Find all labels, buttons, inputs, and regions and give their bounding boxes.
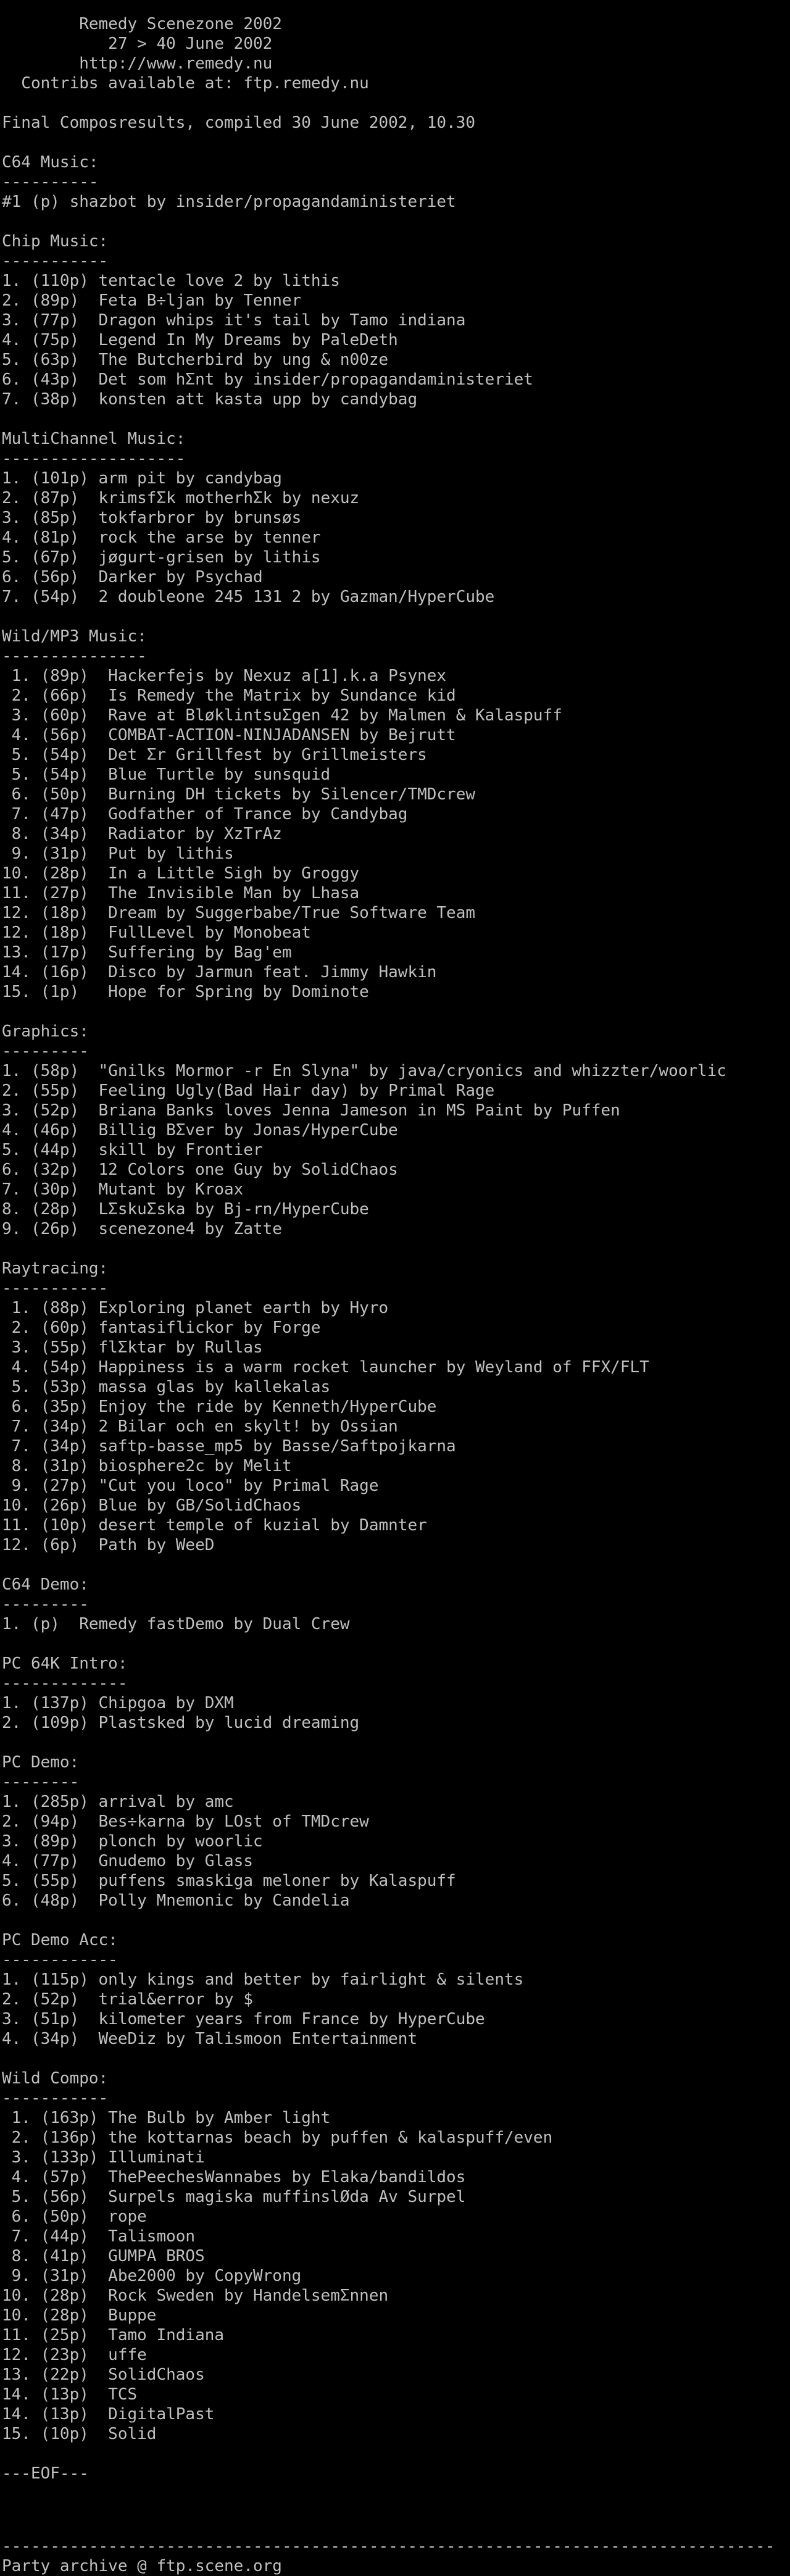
result-entry: 7. (44p) Talismoon (2, 2227, 196, 2246)
result-entry: 3. (55p) flΣktar by Rullas (2, 1338, 263, 1357)
section-heading: PC 64K Intro: (2, 1654, 128, 1673)
result-entry: 13. (17p) Suffering by Bag'em (2, 943, 292, 962)
result-entry: 1. (163p) The Bulb by Amber light (2, 2109, 331, 2127)
result-entry: 6. (50p) rope (2, 2207, 147, 2226)
result-entry: 4. (57p) ThePeechesWannabes by Elaka/bandildos (2, 2168, 466, 2186)
result-entry: 6. (35p) Enjoy the ride by Kenneth/HyperCube (2, 1398, 437, 1416)
blank-line (2, 409, 726, 429)
result-entry: 9. (31p) Abe2000 by CopyWrong (2, 2267, 302, 2285)
result-entry: 9. (27p) "Cut you loco" by Primal Rage (2, 1477, 379, 1495)
result-entry: 3. (133p) Illuminati (2, 2148, 205, 2167)
underline-rule: ------------ (2, 1951, 118, 1969)
result-entry: 3. (52p) Briana Banks loves Jenna Jameson in MS Paint by Puffen (2, 1101, 620, 1120)
text-line: Contribs available at: ftp.remedy.nu (2, 74, 369, 93)
result-entry: 10. (28p) Rock Sweden by HandelsemΣnnen (2, 2286, 389, 2305)
section-heading: C64 Music: (2, 153, 99, 172)
blank-line (2, 1733, 726, 1753)
underline-rule: ------------- (2, 1674, 128, 1693)
result-entry: 12. (6p) Path by WeeD (2, 1536, 215, 1554)
section-heading: PC Demo Acc: (2, 1931, 118, 1949)
results-text (2, 14, 726, 2483)
result-entry: 5. (44p) skill by Frontier (2, 1141, 263, 1159)
blank-line (2, 1634, 726, 1654)
result-entry: 3. (85p) tokfarbror by brunsøs (2, 509, 302, 527)
result-entry: 1. (101p) arm pit by candybag (2, 469, 282, 488)
result-entry: 8. (31p) biosphere2c by Melit (2, 1457, 292, 1475)
result-entry: 1. (110p) tentacle love 2 by lithis (2, 272, 340, 290)
footer-archive-text: Party archive @ ftp.scene.org (2, 2557, 282, 2575)
result-entry: 4. (56p) COMBAT-ACTION-NINJADANSEN by Bejrutt (2, 726, 456, 744)
footer (2, 2536, 775, 2576)
result-entry: 6. (32p) 12 Colors one Guy by SolidChaos (2, 1161, 398, 1179)
section-heading: PC Demo: (2, 1753, 80, 1772)
result-entry: 4. (34p) WeeDiz by Talismoon Entertainment (2, 2030, 418, 2048)
result-entry: 6. (56p) Darker by Psychad (2, 568, 263, 586)
underline-rule: ----------- (2, 1279, 109, 1298)
result-entry: 5. (54p) Blue Turtle by sunsquid (2, 765, 331, 784)
result-entry: 2. (60p) fantasiflickor by Forge (2, 1319, 321, 1337)
section-heading: Graphics: (2, 1022, 89, 1041)
result-entry: 15. (1p) Hope for Spring by Dominote (2, 983, 369, 1001)
result-entry: 4. (54p) Happiness is a warm rocket launcher by Weyland of FFX/FLT (2, 1358, 649, 1377)
result-entry: 1. (58p) "Gnilks Mormor -r En Slyna" by java/cryonics and whizzter/woorlic (2, 1062, 726, 1080)
result-entry: #1 (p) shazbot by insider/propagandaministeriet (2, 193, 456, 211)
underline-rule: ----------- (2, 2089, 109, 2107)
result-entry: 5. (55p) puffens smaskiga meloner by Kalaspuff (2, 1872, 456, 1890)
result-entry: 5. (63p) The Butcherbird by ung & n00ze (2, 351, 389, 369)
result-entry: 10. (26p) Blue by GB/SolidChaos (2, 1496, 302, 1515)
result-entry: 7. (54p) 2 doubleone 245 131 2 by Gazman/HyperCube (2, 588, 495, 606)
result-entry: 4. (75p) Legend In My Dreams by PaleDeth (2, 331, 398, 349)
result-entry: 7. (34p) saftp-basse_mp5 by Basse/Saftpojkarna (2, 1437, 456, 1456)
result-entry: 3. (77p) Dragon whips it's tail by Tamo indiana (2, 311, 466, 330)
result-entry: 3. (89p) plonch by woorlic (2, 1832, 263, 1851)
result-entry: 8. (41p) GUMPA BROS (2, 2247, 205, 2265)
result-entry: 3. (60p) Rave at BløklintsuΣgen 42 by Malmen & Kalaspuff (2, 706, 562, 725)
underline-rule: ---------- (2, 173, 99, 191)
result-entry: 6. (43p) Det som hΣnt by insider/propagandaministeriet (2, 370, 533, 389)
underline-rule: ------------------- (2, 449, 186, 468)
result-entry: 2. (66p) Is Remedy the Matrix by Sundance kid (2, 686, 456, 705)
blank-line (2, 1239, 726, 1259)
result-entry: 4. (81p) rock the arse by tenner (2, 528, 321, 547)
result-entry: 2. (94p) Bes÷karna by LOst of TMDcrew (2, 1812, 369, 1831)
result-entry: 12. (23p) uffe (2, 2346, 147, 2364)
result-entry: 7. (47p) Godfather of Trance by Candybag (2, 805, 408, 823)
blank-line (2, 1555, 726, 1575)
blank-line (2, 1911, 726, 1930)
text-line: 27 > 40 June 2002 (2, 35, 273, 53)
result-entry: 1. (p) Remedy fastDemo by Dual Crew (2, 1615, 350, 1633)
result-entry: 5. (56p) Surpels magiska muffinslØda Av Surpel (2, 2188, 466, 2206)
result-entry: 12. (18p) FullLevel by Monobeat (2, 923, 311, 942)
result-entry: 7. (34p) 2 Bilar och en skylt! by Ossian (2, 1417, 398, 1436)
result-entry: 8. (28p) LΣskuΣska by Bj-rn/HyperCube (2, 1200, 369, 1219)
result-entry: 13. (22p) SolidChaos (2, 2366, 205, 2384)
result-entry: 15. (10p) Solid (2, 2425, 157, 2443)
result-entry: 9. (26p) scenezone4 by Zatte (2, 1220, 282, 1238)
result-entry: 4. (46p) Billig BΣver by Jonas/HyperCube (2, 1121, 398, 1140)
section-heading: Chip Music: (2, 232, 109, 251)
result-entry: 11. (25p) Tamo Indiana (2, 2326, 225, 2345)
underline-rule: --------------- (2, 647, 147, 665)
result-entry: 4. (77p) Gnudemo by Glass (2, 1852, 253, 1870)
result-entry: 8. (34p) Radiator by XzTrAz (2, 825, 282, 843)
result-entry: 1. (89p) Hackerfejs by Nexuz a[1].k.a Psynex (2, 667, 447, 685)
text-line: ---EOF--- (2, 2464, 89, 2483)
text-line: http://www.remedy.nu (2, 54, 273, 73)
blank-line (2, 607, 726, 627)
underline-rule: --------- (2, 1595, 89, 1614)
result-entry: 11. (10p) desert temple of kuzial by Damnter (2, 1516, 427, 1535)
result-entry: 14. (16p) Disco by Jarmun feat. Jimmy Hawkin (2, 963, 437, 982)
result-entry: 2. (55p) Feeling Ugly(Bad Hair day) by Primal Rage (2, 1082, 495, 1100)
underline-rule: ----------- (2, 252, 109, 270)
blank-line (2, 93, 726, 113)
result-entry: 2. (109p) Plastsked by lucid dreaming (2, 1714, 360, 1732)
result-entry: 7. (38p) konsten att kasta upp by candybag (2, 390, 418, 409)
section-heading: Raytracing: (2, 1259, 109, 1278)
result-entry: 10. (28p) Buppe (2, 2306, 157, 2325)
text-line: Remedy Scenezone 2002 (2, 15, 282, 33)
section-heading: C64 Demo: (2, 1575, 89, 1594)
result-entry: 1. (115p) only kings and better by fairlight & silents (2, 1970, 524, 1989)
result-entry: 5. (67p) jøgurt-grisen by lithis (2, 548, 321, 567)
result-entry: 9. (31p) Put by lithis (2, 844, 234, 863)
result-entry: 14. (13p) TCS (2, 2385, 138, 2404)
result-entry: 6. (48p) Polly Mnemonic by Candelia (2, 1891, 350, 1910)
result-entry: 11. (27p) The Invisible Man by Lhasa (2, 884, 360, 902)
blank-line (2, 1002, 726, 1022)
result-entry: 5. (53p) massa glas by kallekalas (2, 1378, 331, 1396)
blank-line (2, 133, 726, 152)
underline-rule: --------- (2, 1042, 89, 1061)
section-heading: MultiChannel Music: (2, 430, 186, 448)
footer-rule: -------------------------------------------------------------------------------- (2, 2537, 775, 2556)
section-heading: Wild/MP3 Music: (2, 627, 147, 646)
result-entry: 1. (285p) arrival by amc (2, 1793, 234, 1811)
result-entry: 1. (137p) Chipgoa by DXM (2, 1694, 234, 1712)
result-entry: 1. (88p) Exploring planet earth by Hyro (2, 1299, 389, 1317)
result-entry: 12. (18p) Dream by Suggerbabe/True Software Team (2, 904, 476, 922)
result-entry: 2. (136p) the kottarnas beach by puffen & kalaspuff/even (2, 2128, 553, 2147)
underline-rule: -------- (2, 1773, 80, 1791)
result-entry: 3. (51p) kilometer years from France by HyperCube (2, 2010, 485, 2028)
result-entry: 2. (52p) trial&error by $ (2, 1990, 253, 2009)
text-line: Final Composresults, compiled 30 June 2002, 10.30 (2, 114, 476, 132)
result-entry: 2. (87p) krimsfΣk motherhΣk by nexuz (2, 489, 360, 507)
result-entry: 6. (50p) Burning DH tickets by Silencer/TMDcrew (2, 785, 476, 804)
section-heading: Wild Compo: (2, 2069, 109, 2088)
blank-line (2, 2049, 726, 2069)
result-entry: 7. (30p) Mutant by Kroax (2, 1180, 244, 1199)
blank-line (2, 2444, 726, 2464)
result-entry: 10. (28p) In a Little Sigh by Groggy (2, 864, 360, 883)
blank-line (2, 212, 726, 231)
result-entry: 14. (13p) DigitalPast (2, 2405, 215, 2424)
result-entry: 2. (89p) Feta B÷ljan by Tenner (2, 291, 302, 310)
result-entry: 5. (54p) Det Σr Grillfest by Grillmeisters (2, 746, 427, 764)
